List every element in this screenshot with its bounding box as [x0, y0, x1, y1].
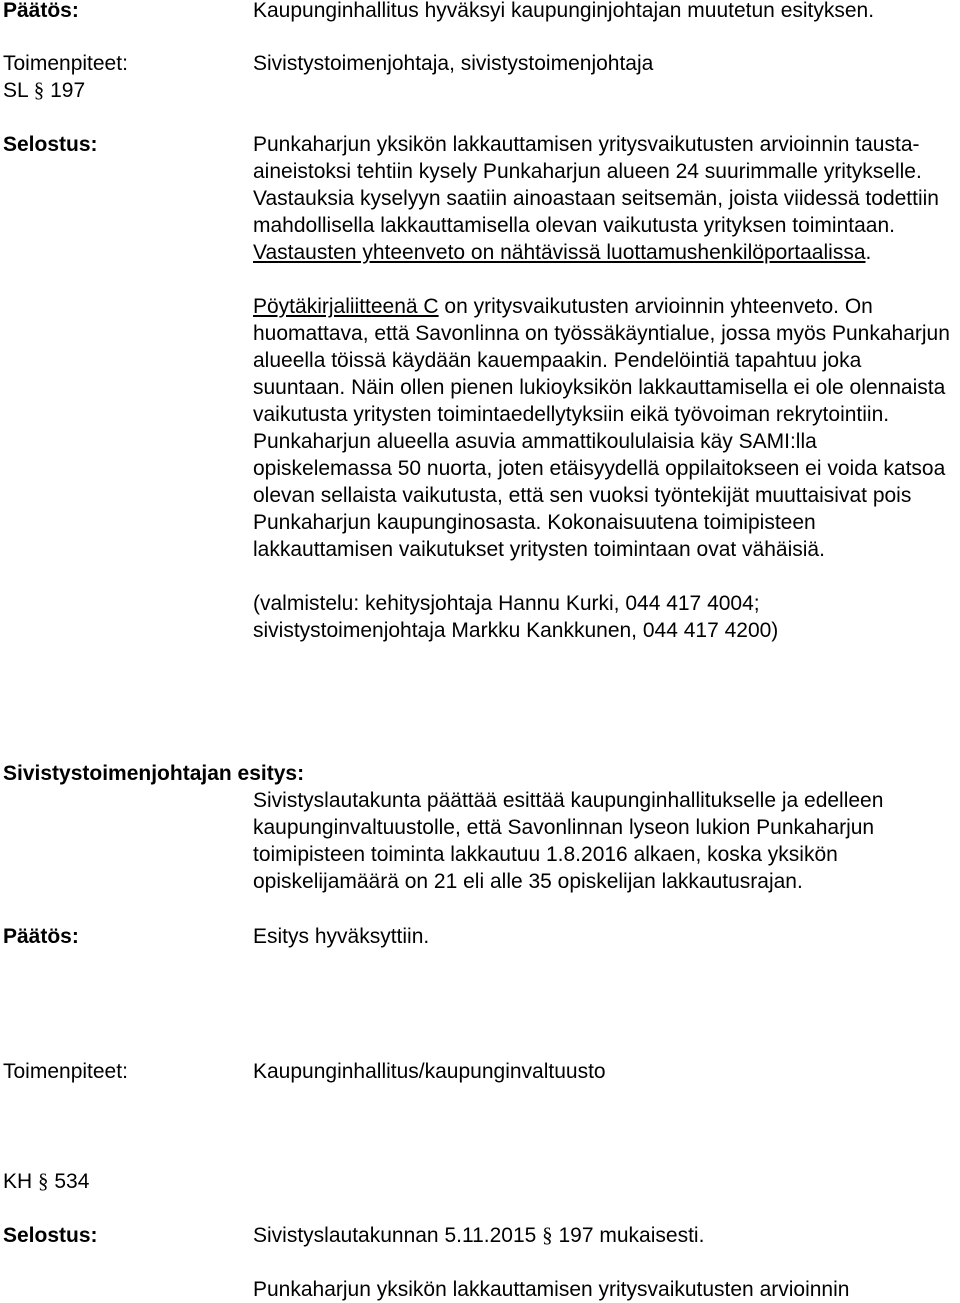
toimenpiteet-text: Sivistystoimenjohtaja, sivistystoimenjohtaja — [253, 52, 654, 75]
selostus-label: Selostus: — [3, 133, 98, 156]
selostus-2-label: Selostus: — [3, 1224, 98, 1247]
paatos-label: Päätös: — [3, 0, 79, 22]
selostus-paragraph-2: Pöytäkirjaliitteenä C on yritysvaikutusten arvioinnin yhteenveto. On huomattava, että Savonlinna on työssäkäyntialue, jossa myös Punkaharjun alueella töissä käydään kauempaakin. Pendelöintiä tapahtuu joka suuntaan. Näin ollen pienen lukioyksikön lakkauttamisella ei ole olennaista vaikutusta yritysten toimintaedellytyksiin eikä työvoiman rekrytointiin. Punkaharjun alueella asuvia ammattikoululaisia käy SAMI:lla opiskelemassa 50 nuorta, joten etäisyydellä oppilaitokseen ei voida katsoa olevan sellaista vaikutusta, että sen vuoksi työntekijät muuttaisivat pois Punkaharjun kaupunginosasta. Kokonaisuutena toimipisteen lakkauttamisen vaikutukset yritysten toimintaan ovat vähäisiä. — [253, 295, 950, 561]
selostus-paragraph-3: (valmistelu: kehitysjohtaja Hannu Kurki, 044 417 4004; sivistystoimenjohtaja Markku Kankkunen, 044 417 4200) — [253, 592, 779, 642]
selostus-2-text: Sivistyslautakunnan 5.11.2015 § 197 mukaisesti. — [253, 1223, 705, 1247]
paatos-text: Kaupunginhallitus hyväksyi kaupunginjohtajan muutetun esityksen. — [253, 0, 875, 22]
appendix-c-link[interactable]: Pöytäkirjaliitteenä C — [253, 295, 439, 318]
toimenpiteet-2-label: Toimenpiteet: — [3, 1060, 128, 1083]
selostus-content — [253, 131, 959, 644]
esitys-text: Sivistyslautakunta päättää esittää kaupunginhallitukselle ja edelleen kaupunginvaltuustolle, että Savonlinnan lyseon lukion Punkaharjun toimipisteen toiminta lakkautuu 1.8.2016 alkaen, koska yksikön opiskelijamäärä on 21 eli alle 35 opiskelijan lakkautusrajan. — [253, 789, 884, 893]
paatos-2-label: Päätös: — [3, 925, 79, 948]
toimenpiteet-label: Toimenpiteet: — [3, 52, 128, 75]
continuation-text: Punkaharjun yksikön lakkauttamisen yritysvaikutusten arvioinnin — [253, 1278, 850, 1301]
toimenpiteet-2-text: Kaupunginhallitus/kaupunginvaltuusto — [253, 1060, 606, 1083]
portal-link[interactable]: Vastausten yhteenveto on nähtävissä luottamushenkilöportaalissa — [253, 241, 866, 264]
sl-reference: SL § 197 — [3, 78, 86, 102]
kh-reference: KH § 534 — [3, 1169, 90, 1193]
selostus-paragraph-1: Punkaharjun yksikön lakkauttamisen yritysvaikutusten arvioinnin tausta-aineistoksi tehtiin kysely Punkaharjun alueen 24 suurimmalle yritykselle. Vastauksia kyselyyn saatiin ainoastaan seitsemän, joista viidessä todettiin mahdollisella lakkauttamisella olevan vaikutusta yrityksen toimintaan. Vastausten yhteenveto on nähtävissä luottamushenkilöportaalissa. — [253, 133, 939, 264]
paatos-2-text: Esitys hyväksyttiin. — [253, 925, 430, 948]
esitys-heading: Sivistystoimenjohtajan esitys: — [3, 762, 305, 785]
